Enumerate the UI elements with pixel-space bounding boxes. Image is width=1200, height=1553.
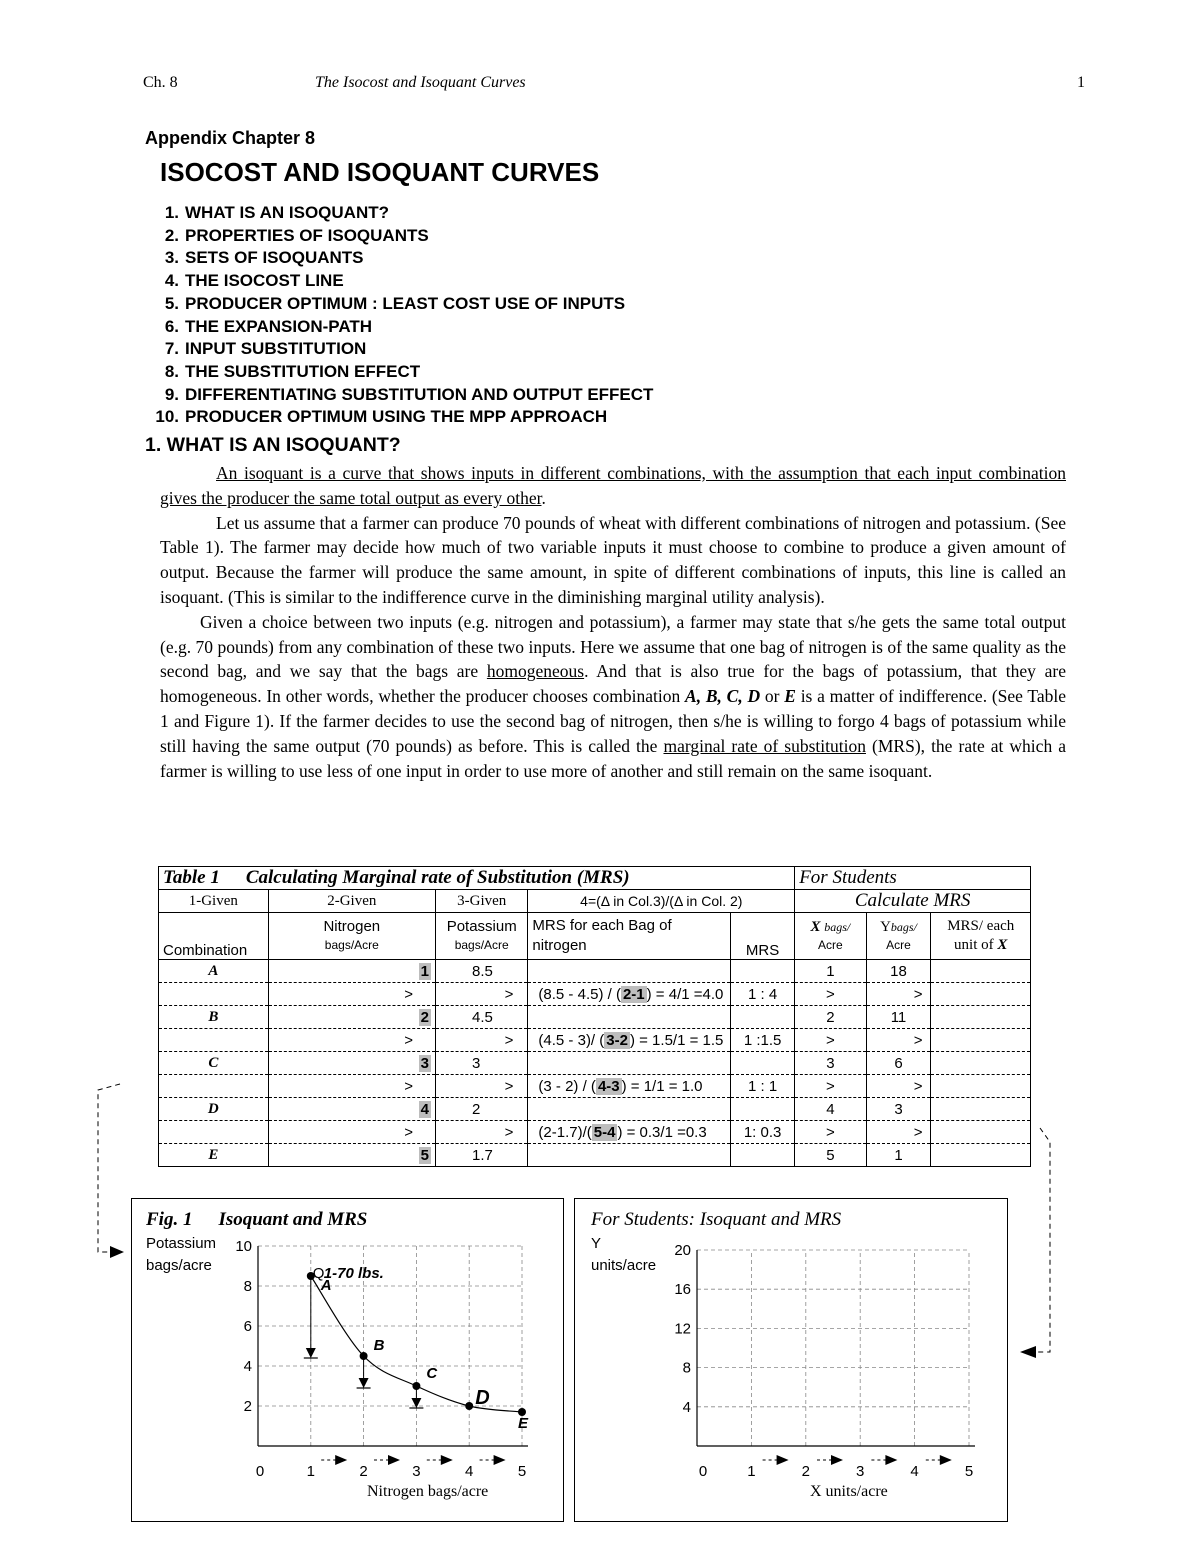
potassium-cell: 1.7 — [435, 1144, 527, 1167]
toc-text: SETS OF ISOQUANTS — [185, 248, 364, 268]
curve-label: 1-70 lbs. — [323, 1265, 384, 1282]
header-mrs-unit-x: X — [997, 937, 1008, 953]
point-label: E — [518, 1415, 529, 1432]
y-tick-label: 20 — [674, 1242, 691, 1259]
table-row — [159, 983, 1031, 1006]
connector-left — [90, 1080, 130, 1280]
nitrogen-cell: 5 — [420, 1146, 429, 1164]
toc-text: DIFFERENTIATING SUBSTITUTION AND OUTPUT EFFECT — [185, 384, 654, 404]
y-axis-label: Y — [591, 1235, 602, 1252]
calc-highlight: 3-2 — [606, 1031, 628, 1049]
header-y: Y — [880, 919, 891, 935]
y-tick-label: 10 — [235, 1238, 252, 1255]
nitrogen-cell: 1 — [420, 962, 429, 980]
running-title: The Isocost and Isoquant Curves — [315, 74, 526, 91]
y-cell: 3 — [866, 1098, 931, 1121]
header-x-acre: Acre — [818, 938, 843, 952]
y-cell: 6 — [866, 1052, 931, 1075]
combination-letter-e: E — [784, 686, 796, 707]
nitrogen-cell: 4 — [420, 1100, 429, 1118]
arrow-cell: > — [268, 1029, 435, 1052]
arrow-cell: > — [866, 983, 931, 1006]
header-mrs-each-2: nitrogen — [532, 937, 587, 954]
y-axis-unit: units/acre — [591, 1257, 657, 1274]
y-tick-label: 12 — [674, 1320, 691, 1338]
figure-2 — [574, 1198, 1008, 1522]
arrow-cell: > — [268, 1121, 435, 1144]
col-given-1: 1-Given — [159, 890, 269, 913]
header-mrs-unit: MRS/ each — [947, 918, 1015, 934]
x-tick-label: 1 — [747, 1463, 756, 1480]
toc-text: THE EXPANSION-PATH — [185, 316, 373, 336]
point-label: A — [320, 1277, 332, 1294]
x-tick-label: 0 — [255, 1463, 265, 1480]
point-label: D — [475, 1387, 490, 1409]
mrs-cell: 1: 0.3 — [731, 1121, 795, 1144]
y-cell: 1 — [866, 1144, 931, 1167]
toc-number: 1. — [164, 203, 179, 222]
nitrogen-cell: 3 — [420, 1054, 429, 1072]
arrow-head — [777, 1455, 789, 1465]
text: (MRS), the rate at which a farmer is willing to use less of one input in order to use more of another and still remain on the same isoquant. — [160, 735, 1066, 781]
calc-text: ) = 1/1 = 1.0 — [621, 1077, 703, 1095]
table-row — [159, 1144, 1031, 1167]
toc-text: WHAT IS AN ISOQUANT? — [185, 203, 389, 222]
text: or — [760, 686, 785, 707]
data-point — [465, 1402, 473, 1410]
period: . — [541, 487, 546, 508]
arrow-cell: > — [435, 1029, 527, 1052]
nitrogen-cell: 2 — [420, 1008, 429, 1026]
toc-item — [145, 225, 653, 248]
arrow-cell: > — [866, 1029, 931, 1052]
x-cell: 2 — [795, 1006, 866, 1029]
toc-item — [145, 202, 653, 225]
arrow-head — [940, 1455, 952, 1465]
x-tick-label: 4 — [465, 1463, 474, 1480]
x-axis-label: Nitrogen bags/acre — [367, 1483, 489, 1500]
paragraph — [160, 610, 1066, 784]
toc-number: 6. — [164, 316, 179, 336]
toc-number: 3. — [164, 248, 179, 268]
connector-right — [1012, 1120, 1062, 1370]
y-tick-label: 8 — [243, 1278, 252, 1295]
arrow-cell: > — [435, 983, 527, 1006]
table-label: Table 1 — [163, 867, 220, 888]
calc-text: ) = 0.3/1 =0.3 — [617, 1123, 707, 1141]
toc-number: 10. — [155, 407, 179, 427]
toc-text: INPUT SUBSTITUTION — [185, 339, 367, 359]
y-tick-label: 6 — [243, 1318, 252, 1335]
calc-highlight: 5-4 — [593, 1123, 616, 1141]
x-tick-label: 1 — [306, 1463, 315, 1480]
toc-text: PRODUCER OPTIMUM : LEAST COST USE OF INPUTS — [185, 293, 626, 313]
header-nitrogen-unit: bags/Acre — [324, 938, 379, 952]
appendix-label: Appendix Chapter 8 — [145, 128, 316, 148]
arrow-head — [441, 1455, 453, 1465]
x-tick-label: 3 — [856, 1463, 865, 1480]
arrow-cell: > — [866, 1075, 931, 1098]
point-label: C — [426, 1365, 438, 1382]
header-x: X — [810, 919, 821, 935]
curve-label-q: Q — [312, 1265, 325, 1282]
text: Given a choice between two inputs (e.g. nitrogen and potassium), a farmer may state that s/he gets the same total output (e.g. 70 pounds) from any combination of these two inputs. Here we assume that one bag of nitrogen is of the same quality as the second bag, and we say that the bags are — [160, 611, 1066, 682]
combination-cell: B — [159, 1006, 269, 1029]
arrow-cell: > — [795, 1075, 866, 1098]
page-number: 1 — [1077, 74, 1085, 91]
toc-text: PROPERTIES OF ISOQUANTS — [185, 225, 429, 245]
col-formula: 4=(Δ in Col.3)/(Δ in Col. 2) — [528, 890, 795, 913]
header-x-bags: bags/ — [824, 920, 851, 934]
arrow-head — [335, 1455, 347, 1465]
term-homogeneous: homogeneous — [486, 661, 585, 682]
x-axis-label: X units/acre — [810, 1483, 888, 1500]
col-given-3: 3-Given — [435, 890, 527, 913]
header-mrs-each: MRS for each Bag of — [532, 917, 672, 934]
body-text — [160, 461, 1066, 783]
header-mrs-unit-2: unit of — [954, 937, 994, 953]
x-tick-label: 2 — [801, 1463, 810, 1480]
mrs-cell: 1 : 4 — [731, 983, 795, 1006]
table-row — [159, 1006, 1031, 1029]
figure-title: Isoquant and MRS — [218, 1209, 368, 1230]
arrow-cell: > — [795, 983, 866, 1006]
mrs-cell: 1 : 1 — [731, 1075, 795, 1098]
figure-label: Fig. 1 — [146, 1209, 193, 1230]
toc-item — [145, 247, 653, 270]
header-combination: Combination — [159, 913, 269, 960]
text: is a matter of indifference. (See Table 1 and Figure 1). If the farmer decides to use the second bag of nitrogen, then s/he is willing to forgo 4 bags of potassium while still having the same output (70 pounds) as before. This is called the — [160, 686, 1067, 756]
y-cell: 11 — [866, 1006, 931, 1029]
x-cell: 5 — [795, 1144, 866, 1167]
y-tick-label: 2 — [243, 1398, 252, 1415]
chapter-label: Ch. 8 — [143, 74, 178, 91]
drop-arrow-head — [411, 1398, 421, 1408]
potassium-cell: 2 — [435, 1098, 527, 1121]
x-tick-label: 2 — [359, 1463, 368, 1480]
header-y-bags: bags/ — [890, 920, 917, 934]
arrow-cell: > — [795, 1029, 866, 1052]
arrow-cell: > — [795, 1121, 866, 1144]
term-mrs: marginal rate of substitution — [663, 735, 866, 756]
drop-arrow-head — [359, 1378, 369, 1388]
drop-arrow-head — [306, 1348, 316, 1358]
calc-text: (4.5 - 3)/ ( — [538, 1031, 605, 1049]
x-tick-label: 0 — [698, 1463, 708, 1480]
text: . And that is also true for the bags of potassium, that they are homogeneous. In other words, whether the producer chooses combination — [160, 661, 1066, 707]
data-point — [412, 1382, 420, 1390]
y-axis-unit: bags/acre — [146, 1257, 212, 1274]
table-row — [159, 1098, 1031, 1121]
toc-number: 2. — [164, 225, 179, 245]
header-potassium-unit: bags/Acre — [454, 938, 509, 952]
arrow-head — [494, 1455, 506, 1465]
calc-text: ) = 1.5/1 = 1.5 — [629, 1031, 724, 1049]
calc-text: (8.5 - 4.5) / ( — [538, 985, 621, 1003]
toc-item — [145, 406, 653, 429]
toc-text: THE ISOCOST LINE — [185, 271, 344, 291]
calc-text: (2-1.7)/( — [538, 1123, 592, 1141]
table-row — [159, 1052, 1031, 1075]
x-tick-label: 5 — [517, 1463, 527, 1480]
arrow-cell: > — [866, 1121, 931, 1144]
y-tick-label: 4 — [243, 1358, 252, 1375]
page-title: ISOCOST AND ISOQUANT CURVES — [160, 157, 600, 187]
y-tick-label: 4 — [682, 1398, 691, 1416]
combination-cell: D — [159, 1098, 269, 1121]
toc-text: THE SUBSTITUTION EFFECT — [185, 361, 421, 381]
table-row — [159, 1075, 1031, 1098]
x-tick-label: 3 — [412, 1463, 421, 1480]
table-row — [159, 1121, 1031, 1144]
calc-text: (3 - 2) / ( — [538, 1077, 596, 1095]
y-tick-label: 8 — [682, 1359, 691, 1377]
arrow-cell: > — [268, 983, 435, 1006]
table-row — [159, 1029, 1031, 1052]
col-given-2: 2-Given — [268, 890, 435, 913]
definition-paragraph — [160, 461, 1066, 511]
calc-highlight: 2-1 — [622, 985, 645, 1003]
x-tick-label: 4 — [910, 1463, 919, 1480]
header-potassium: Potassium — [446, 918, 517, 935]
y-cell: 18 — [866, 960, 931, 983]
toc-number: 7. — [164, 339, 179, 359]
x-tick-label: 5 — [964, 1463, 974, 1480]
calc-text: ) = 4/1 =4.0 — [646, 985, 724, 1003]
student-chart — [575, 1199, 1007, 1521]
combination-letters: A, B, C, D — [685, 686, 761, 707]
header-nitrogen: Nitrogen — [323, 918, 381, 935]
x-cell: 3 — [795, 1052, 866, 1075]
potassium-cell: 4.5 — [435, 1006, 527, 1029]
potassium-cell: 8.5 — [435, 960, 527, 983]
table-row — [159, 960, 1031, 983]
toc-item — [145, 338, 653, 361]
x-cell: 1 — [795, 960, 866, 983]
mrs-table — [158, 866, 1031, 1167]
arrow-head — [885, 1455, 897, 1465]
toc-number: 9. — [164, 384, 179, 404]
combination-cell: E — [159, 1144, 269, 1167]
toc-item — [145, 316, 653, 339]
toc-number: 8. — [164, 361, 179, 381]
toc-number: 4. — [164, 271, 179, 291]
arrow-cell: > — [268, 1075, 435, 1098]
toc-number: 5. — [164, 293, 179, 313]
mrs-cell: 1 :1.5 — [731, 1029, 795, 1052]
paragraph: Let us assume that a farmer can produce 70 pounds of wheat with different combinations of nitrogen and potassium. (See Table 1). The farmer may decide how much of two variable inputs it must choose to combine to produce a given amount of output. Because the farmer will produce the same amount, in spite of different combinations of inputs, this line is called an isoquant. (This is similar to the indifference curve in the diminishing marginal utility analysis). — [160, 512, 1066, 607]
x-cell: 4 — [795, 1098, 866, 1121]
section-heading: 1. WHAT IS AN ISOQUANT? — [145, 434, 401, 456]
isoquant-chart — [132, 1199, 563, 1521]
toc-item — [145, 384, 653, 407]
toc-item — [145, 361, 653, 384]
potassium-cell: 3 — [435, 1052, 527, 1075]
toc-item — [145, 293, 653, 316]
arrow-cell: > — [435, 1075, 527, 1098]
arrow-head — [831, 1455, 843, 1465]
combination-cell: C — [159, 1052, 269, 1075]
toc-text: PRODUCER OPTIMUM USING THE MPP APPROACH — [185, 407, 608, 427]
figure-title: For Students: Isoquant and MRS — [591, 1209, 842, 1230]
header-mrs: MRS — [731, 913, 795, 960]
data-point — [360, 1352, 368, 1360]
table-body — [159, 960, 1031, 1167]
figure-1 — [131, 1198, 564, 1522]
definition-text: An isoquant is a curve that shows inputs in different combinations, with the assumption that each input combination gives the producer the same total output as every other — [160, 463, 1066, 508]
arrow-head — [388, 1455, 400, 1465]
calc-highlight: 4-3 — [597, 1077, 620, 1095]
calculate-mrs-label: Calculate MRS — [795, 890, 1031, 913]
header-y-acre: Acre — [886, 938, 911, 952]
table-title: Calculating Marginal rate of Substitution (MRS) — [245, 867, 630, 888]
toc-item — [145, 270, 653, 293]
combination-cell: A — [159, 960, 269, 983]
point-label: B — [373, 1337, 385, 1354]
for-students-label: For Students — [795, 867, 1031, 890]
y-axis-label: Potassium — [146, 1235, 217, 1252]
y-tick-label: 16 — [674, 1281, 691, 1299]
arrow-cell: > — [435, 1121, 527, 1144]
table-of-contents — [145, 202, 653, 429]
